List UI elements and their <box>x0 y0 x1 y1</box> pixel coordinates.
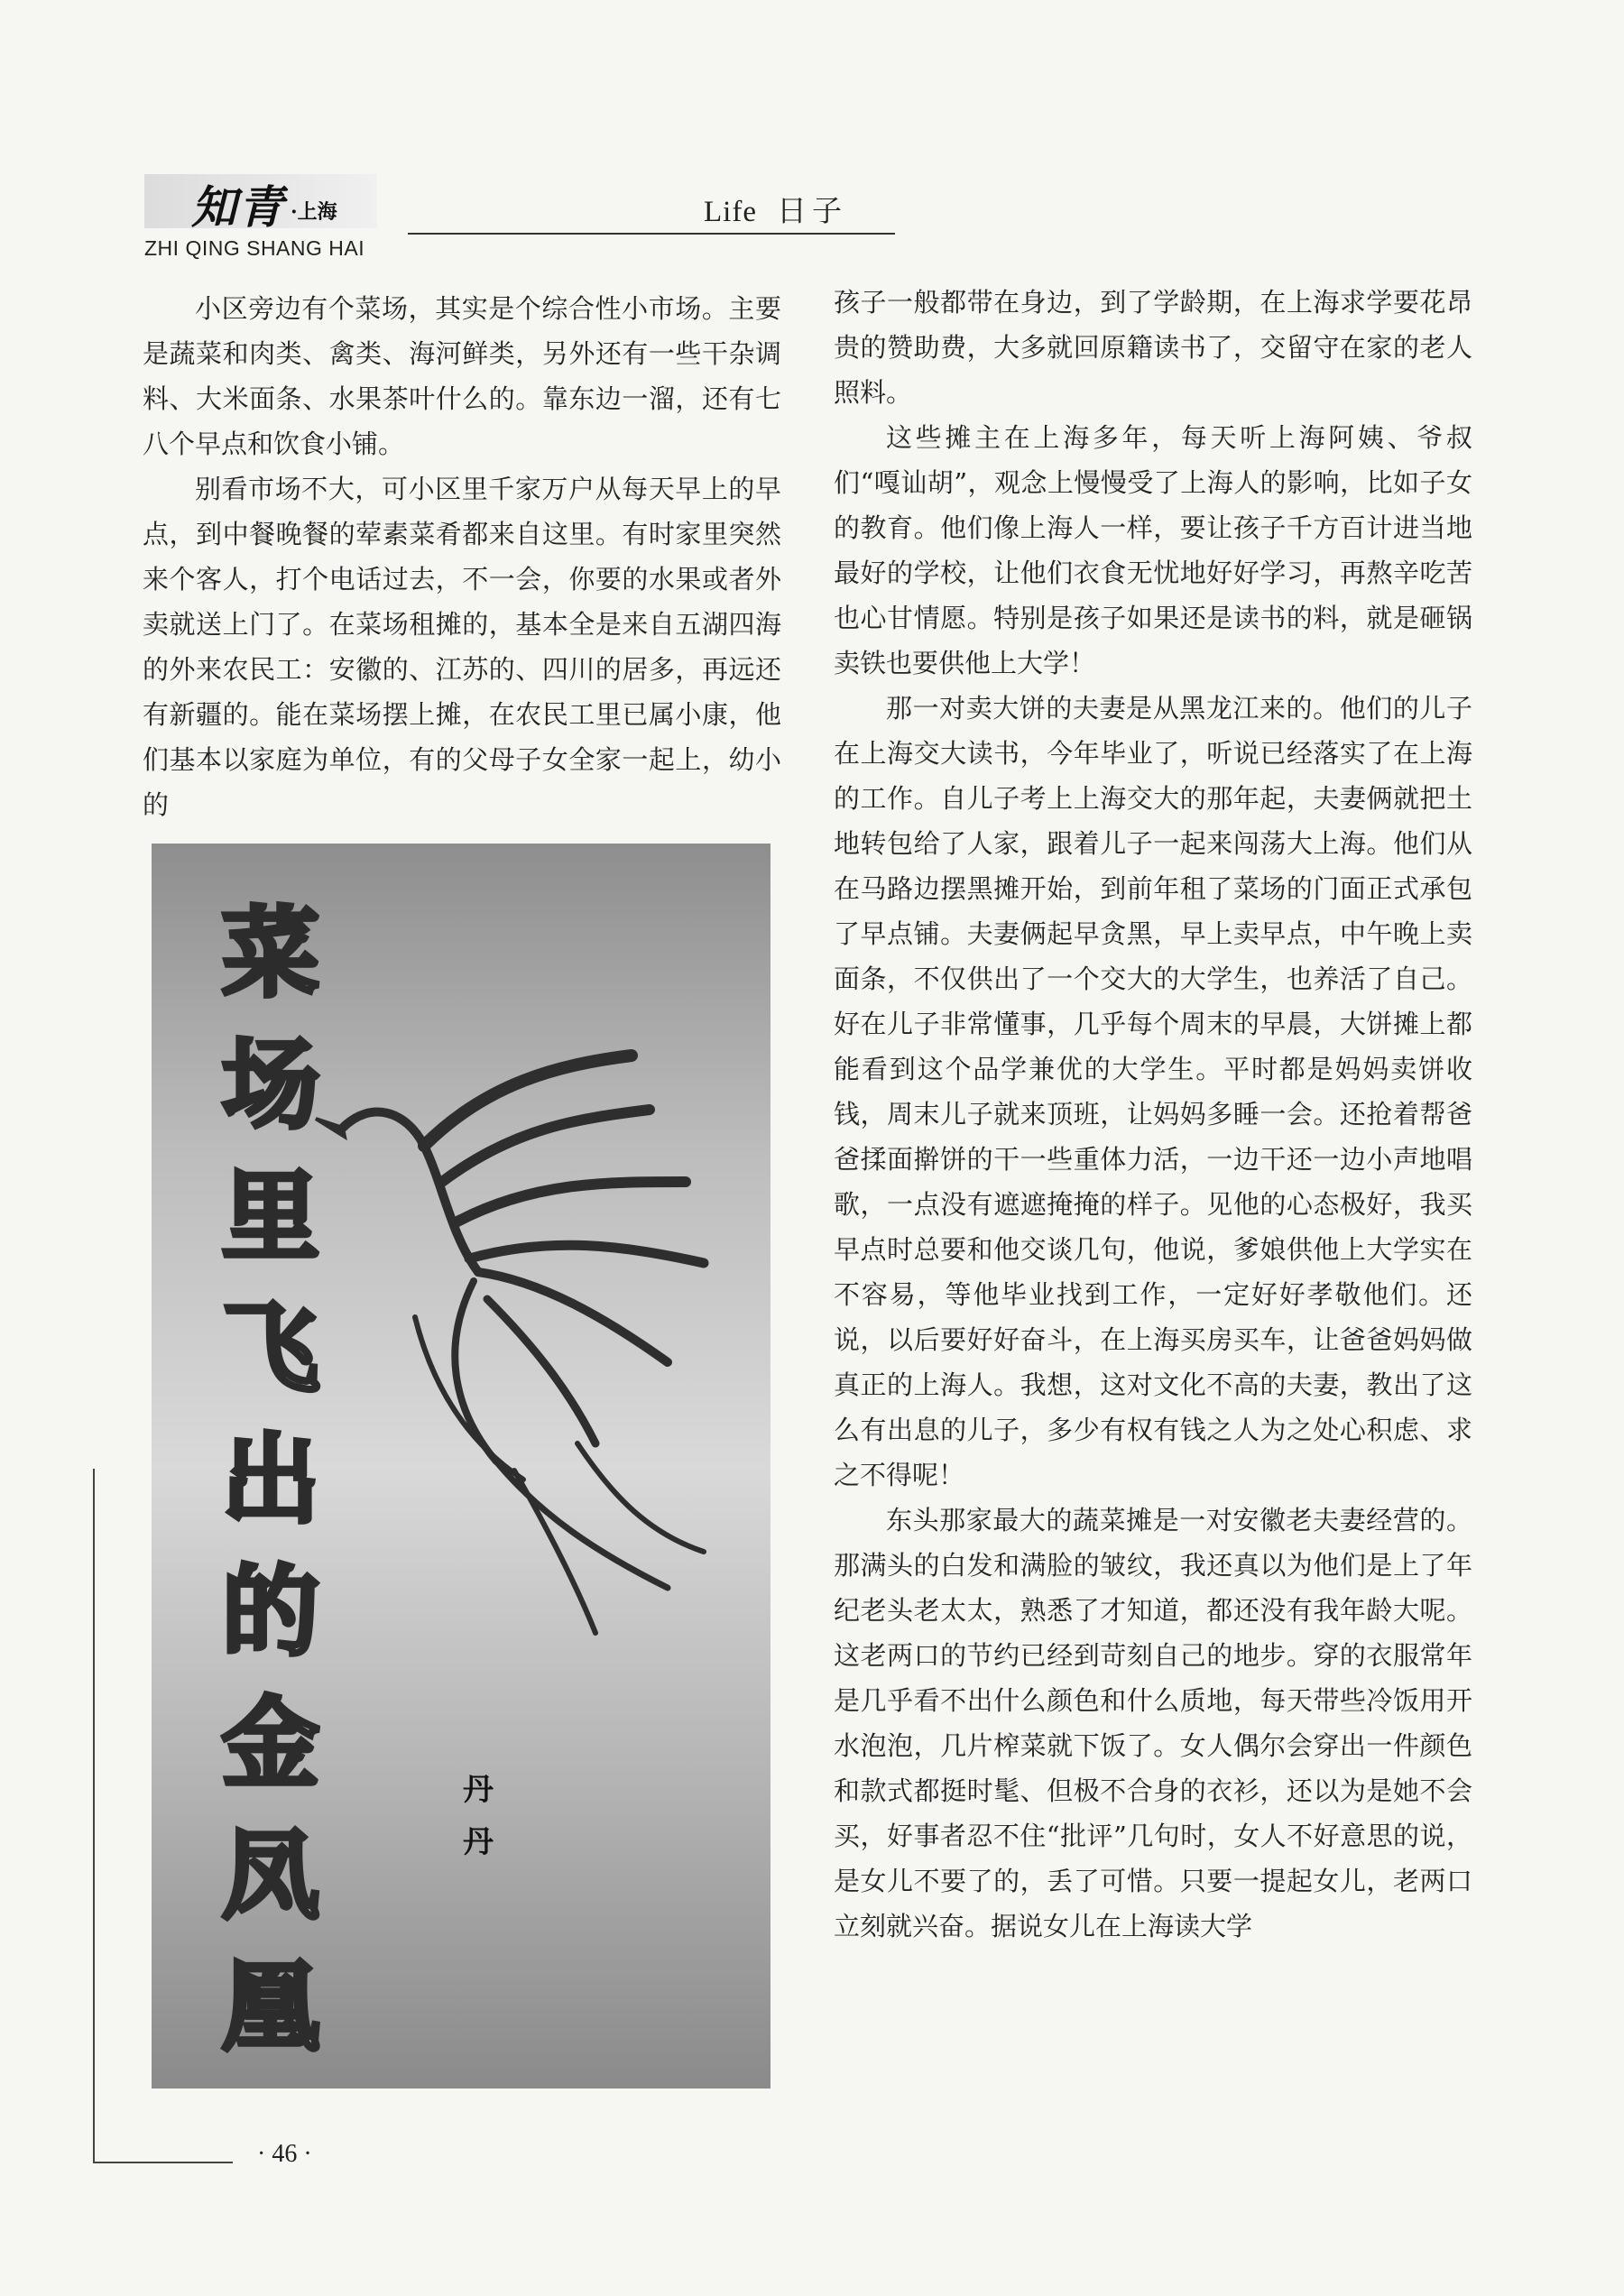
title-char: 金 <box>221 1688 319 1801</box>
paragraph: 别看市场不大，可小区里千家万户从每天早上的早点，到中餐晚餐的荤素菜肴都来自这里。有时家里突然来个客人，打个电话过去，不一会，你要的水果或者外卖就送上门了。在菜场租摊的，基本全是来自五湖四海的外来农民工：安徽的、江苏的、四川的居多，再远还有新疆的。能在菜场摆上摊，在农民工里已属小康，他们基本以家庭为单位，有的父母子女全家一起上，幼小的 <box>143 474 781 820</box>
author-char: 丹 <box>463 1824 494 1860</box>
right-column <box>834 280 1472 1949</box>
magazine-logo: 知青 <box>191 180 285 234</box>
phoenix-illustration <box>307 1047 758 1642</box>
paragraph: 孩子一般都带在身边，到了学龄期，在上海求学要花昂贵的赞助费，大多就回原籍读书了，交留守在家的老人照料。 <box>834 287 1472 408</box>
left-column <box>143 286 781 827</box>
paragraph: 这些摊主在上海多年，每天听上海阿姨、爷叔们“嘎讪胡”，观念上慢慢受了上海人的影响，比如子女的教育。他们像上海人一样，要让孩子千方百计进当地最好的学校，让他们衣食无忧地好好学习，再熬辛吃苦也心甘情愿。特别是孩子如果还是读书的料，就是砸锅卖铁也要供他上大学！ <box>834 422 1472 678</box>
magazine-logo-sub: ·上海 <box>291 200 337 224</box>
title-char: 场 <box>221 1029 319 1142</box>
title-char: 凰 <box>221 1951 319 2064</box>
title-char: 飞 <box>221 1293 319 1406</box>
footer-rule <box>93 2162 233 2163</box>
section-title-chinese: 日子 <box>776 193 847 228</box>
title-char: 里 <box>221 1161 319 1274</box>
title-char: 菜 <box>221 898 319 1010</box>
author-char: 丹 <box>463 1772 494 1808</box>
margin-rule <box>93 1469 95 2162</box>
header-rule <box>408 233 895 235</box>
paragraph: 东头那家最大的蔬菜摊是一对安徽老夫妻经营的。那满头的白发和满脸的皱纹，我还真以为他们是上了年纪老头老太太，熟悉了才知道，都还没有我年龄大呢。这老两口的节约已经到苛刻自己的地步。穿的衣服常年是几乎看不出什么颜色和什么质地，每天带些冷饭用开水泡泡，几片榨菜就下饭了。女人偶尔会穿出一件颜色和款式都挺时髦、但极不合身的衣衫，还以为是她不会买，好事者忍不住“批评”几句时，女人不好意思的说，是女儿不要了的，丢了可惜。只要一提起女儿，老两口立刻就兴奋。据说女儿在上海读大学 <box>834 1505 1472 1941</box>
title-char: 出 <box>221 1425 319 1537</box>
title-char: 的 <box>221 1556 319 1669</box>
section-title <box>704 188 847 230</box>
page-number: · 46 · <box>257 2140 312 2168</box>
article-author <box>456 1764 501 1868</box>
magazine-logo-english: ZHI QING SHANG HAI <box>144 236 365 260</box>
title-char: 凤 <box>221 1820 319 1932</box>
section-title-english: Life <box>704 196 757 228</box>
paragraph: 小区旁边有个菜场，其实是个综合性小市场。主要是蔬菜和肉类、禽类、海河鲜类，另外还有一些干杂调料、大米面条、水果茶叶什么的。靠东边一溜，还有七八个早点和饮食小铺。 <box>143 293 781 459</box>
paragraph: 那一对卖大饼的夫妻是从黑龙江来的。他们的儿子在上海交大读书，今年毕业了，听说已经落实了在上海的工作。自儿子考上上海交大的那年起，夫妻俩就把土地转包给了人家，跟着儿子一起来闯荡大上海。他们从在马路边摆黑摊开始，到前年租了菜场的门面正式承包了早点铺。夫妻俩起早贪黑，早上卖早点，中午晚上卖面条，不仅供出了一个交大的大学生，也养活了自己。好在儿子非常懂事，几乎每个周末的早晨，大饼摊上都能看到这个品学兼优的大学生。平时都是妈妈卖饼收钱，周末儿子就来顶班，让妈妈多睡一会。还抢着帮爸爸揉面擀饼的干一些重体力活，一边干还一边小声地唱歌，一点没有遮遮掩掩的样子。见他的心态极好，我买早点时总要和他交谈几句，他说，爹娘供他上大学实在不容易，等他毕业找到工作，一定好好孝敬他们。还说，以后要好好奋斗，在上海买房买车，让爸爸妈妈做真正的上海人。我想，这对文化不高的夫妻，教出了这么有出息的儿子，多少有权有钱之人为之处心积虑、求之不得呢！ <box>834 693 1472 1490</box>
